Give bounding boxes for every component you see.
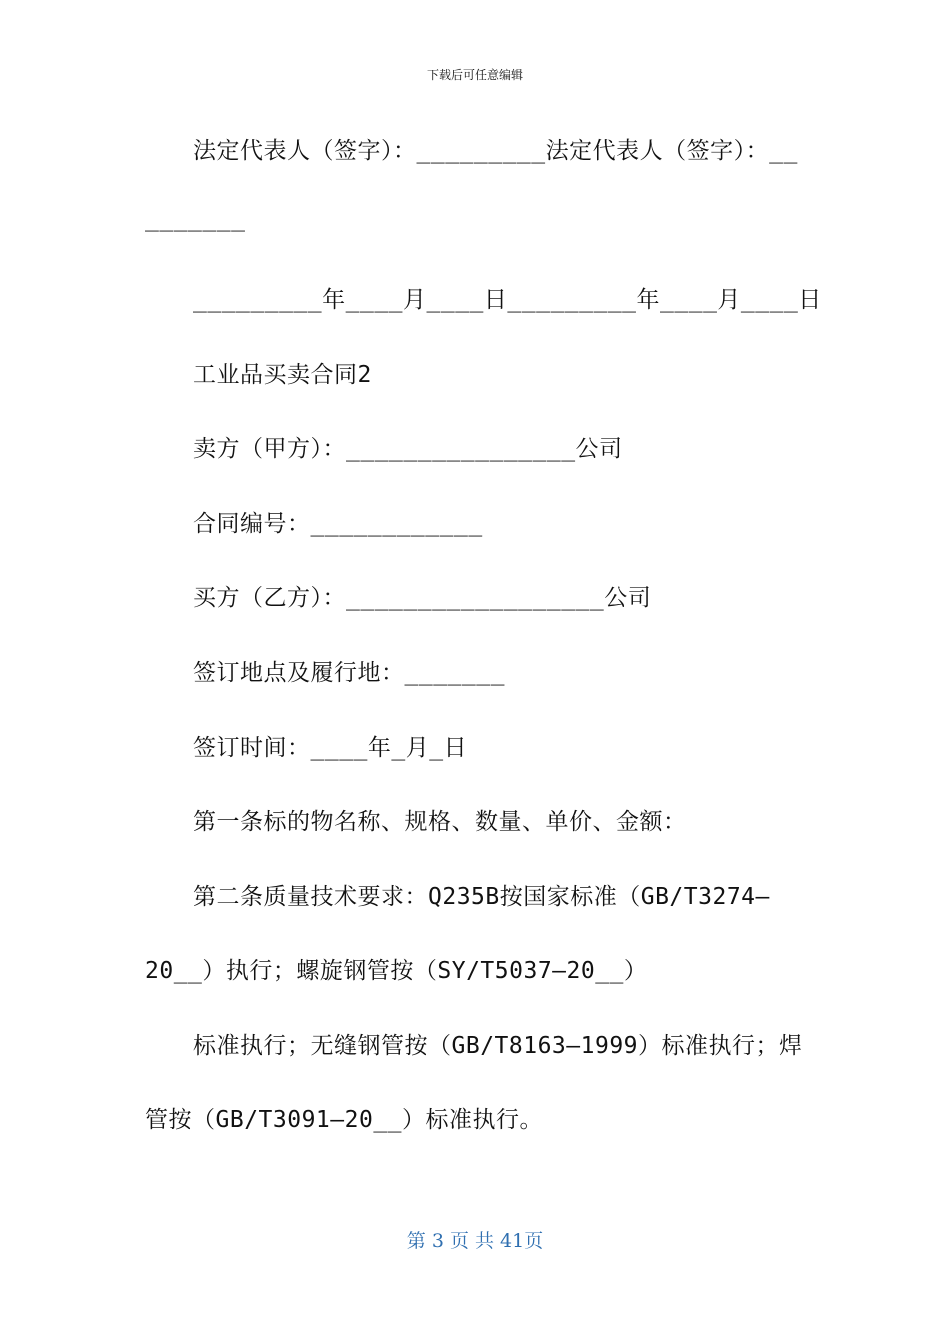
article-two: 第二条质量技术要求：Q235B按国家标准（GB/T3274— — [193, 884, 770, 910]
signature-line-continued: _______ — [145, 206, 246, 232]
article-two-continued: 20__）执行；螺旋钢管按（SY/T5037—20__） — [145, 958, 648, 984]
contract-number-line: 合同编号：____________ — [193, 511, 483, 537]
signing-time-line: 签订时间：____年_月_日 — [193, 735, 468, 761]
page-footer: 第 3 页 共 41页 — [406, 1230, 544, 1252]
buyer-line: 买方（乙方）：__________________公司 — [193, 585, 652, 611]
signature-line-representatives: 法定代表人（签字）：_________法定代表人（签字）：__ — [193, 138, 798, 164]
standards-line-continued: 管按（GB/T3091—20__）标准执行。 — [145, 1107, 544, 1133]
page-header: 下载后可任意编辑 — [426, 68, 523, 82]
date-line: _________年____月____日_________年____月____日 — [193, 287, 822, 313]
standards-line: 标准执行；无缝钢管按（GB/T8163—1999）标准执行；焊 — [193, 1033, 803, 1059]
seller-line: 卖方（甲方）：________________公司 — [193, 436, 623, 462]
contract-title: 工业品买卖合同2 — [193, 362, 372, 388]
signing-place-line: 签订地点及履行地：_______ — [193, 660, 505, 686]
article-one: 第一条标的物名称、规格、数量、单价、金额： — [193, 809, 687, 835]
